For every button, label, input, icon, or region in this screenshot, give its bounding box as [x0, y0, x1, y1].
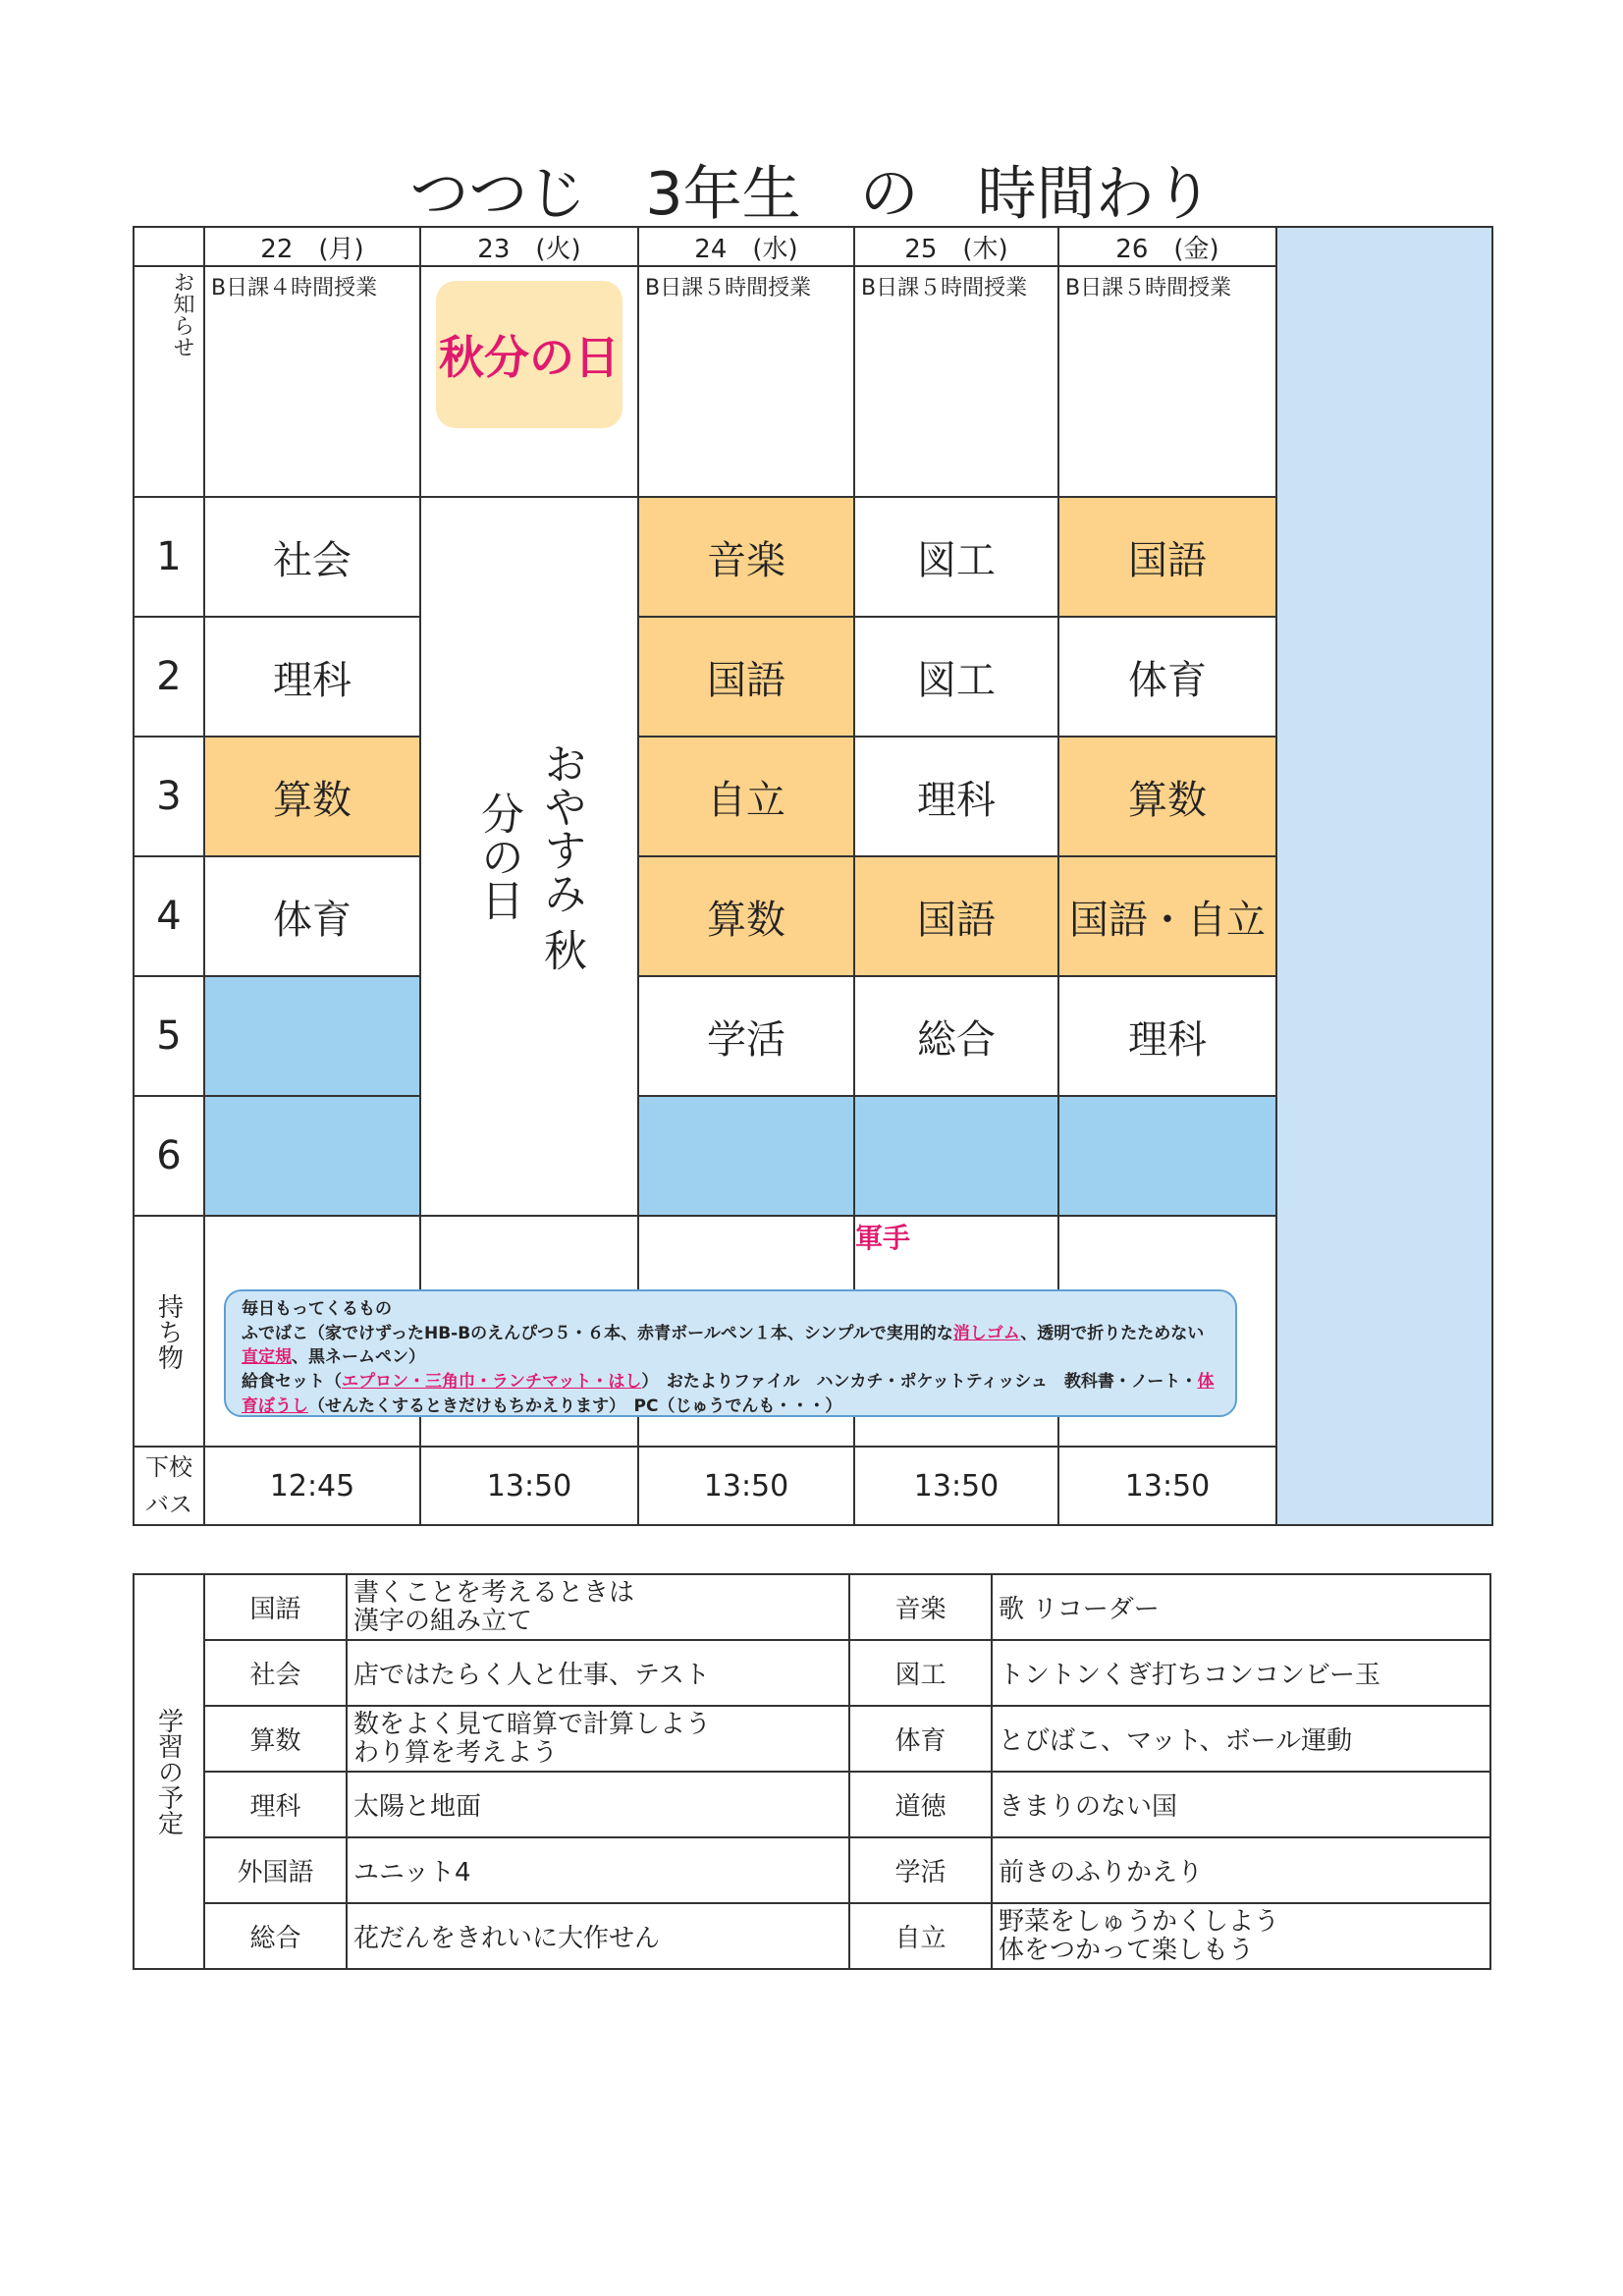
day: 23 — [477, 234, 511, 264]
lesson: 学活 — [638, 976, 854, 1096]
period: 2 — [134, 617, 204, 737]
lesson: 体育 — [1058, 617, 1276, 737]
notice: B日課５時間授業 — [1058, 266, 1276, 497]
weekday: (木) — [962, 234, 1008, 264]
lesson: 総合 — [854, 976, 1058, 1096]
blank-lesson — [1058, 1096, 1276, 1216]
time: 13:50 — [1058, 1447, 1276, 1525]
dismiss-label: 下校 バス — [134, 1447, 204, 1525]
lesson: 算数 — [1058, 737, 1276, 856]
time: 13:50 — [854, 1447, 1058, 1525]
festival-illustration: 秋分の日 — [436, 281, 622, 428]
notice: B日課４時間授業 — [204, 266, 420, 497]
blank-lesson — [854, 1096, 1058, 1216]
belongings-box: 毎日もってくるもの ふでばこ（家でけずったHB-Bのえんぴつ５・６本、赤青ボールペン１本、シンプルで実用的な消しゴム、透明で折りたためない直定規、黒ネームペン） 給食セット（エプロン・三角巾・ランチマット・はし） おたよりファイル ハンカチ・ポケットティッシュ 教科書・ノート・体育ぼうし（せんたくするときだけもちかえります） PC（じゅうでんも・・・） — [224, 1289, 1237, 1417]
lesson: 理科 — [204, 617, 420, 737]
period: 4 — [134, 856, 204, 976]
time: 12:45 — [204, 1447, 420, 1525]
period: 6 — [134, 1096, 204, 1216]
weekday: (月) — [318, 234, 364, 264]
lesson: 音楽 — [638, 497, 854, 617]
notice: B日課５時間授業 — [854, 266, 1058, 497]
notice: B日課５時間授業 — [638, 266, 854, 497]
plan-label: 学習の予定 — [134, 1574, 204, 1969]
lesson: 図工 — [854, 497, 1058, 617]
lesson: 理科 — [854, 737, 1058, 856]
study-plan: 学習の予定 国語 書くことを考えるときは 漢字の組み立て 音楽 歌 リコーダー 社会 店ではたらく人と仕事、テスト 図工 トントンくぎ打ちコンコンビー玉 算数 数をよく見て暗算で計算しよう わり算を考えよう 体育 とびばこ、マット、ボール運動 理科 太陽と地面 道徳 きまりのない国 外国語 ユニット4 学活 前きのふりかえり 総合 花だんをきれいに大作せん 自立 野菜をしゅうかくしよう 体をつかって楽しもう — [133, 1573, 1491, 1970]
page-title: つつじ 3年生 の 時間わり — [409, 160, 1214, 229]
blank-lesson — [638, 1096, 854, 1216]
weekday: (金) — [1173, 234, 1219, 264]
lesson: 社会 — [204, 497, 420, 617]
day: 25 — [904, 234, 938, 264]
lesson: 自立 — [638, 737, 854, 856]
lesson: 算数 — [638, 856, 854, 976]
lesson: 国語 — [638, 617, 854, 737]
lesson: 算数 — [204, 737, 420, 856]
day: 22 — [260, 234, 294, 264]
lesson: 図工 — [854, 617, 1058, 737]
lesson: 国語・自立 — [1058, 856, 1276, 976]
day: 24 — [694, 234, 728, 264]
day: 26 — [1115, 234, 1149, 264]
period: 5 — [134, 976, 204, 1096]
notice-label: お知らせ — [134, 266, 204, 497]
period: 3 — [134, 737, 204, 856]
lesson: 国語 — [1058, 497, 1276, 617]
lesson: 体育 — [204, 856, 420, 976]
lesson: 国語 — [854, 856, 1058, 976]
time: 13:50 — [420, 1447, 638, 1525]
period: 1 — [134, 497, 204, 617]
blank-lesson — [204, 1096, 420, 1216]
holiday: おやすみ 秋分の日 — [420, 497, 638, 1216]
belongings-label: 持ち物 — [134, 1216, 204, 1447]
weekday: (火) — [535, 234, 581, 264]
time: 13:50 — [638, 1447, 854, 1525]
weekday: (水) — [752, 234, 798, 264]
lesson: 理科 — [1058, 976, 1276, 1096]
blank-lesson — [204, 976, 420, 1096]
gunte: 軍手 — [854, 1216, 1058, 1447]
